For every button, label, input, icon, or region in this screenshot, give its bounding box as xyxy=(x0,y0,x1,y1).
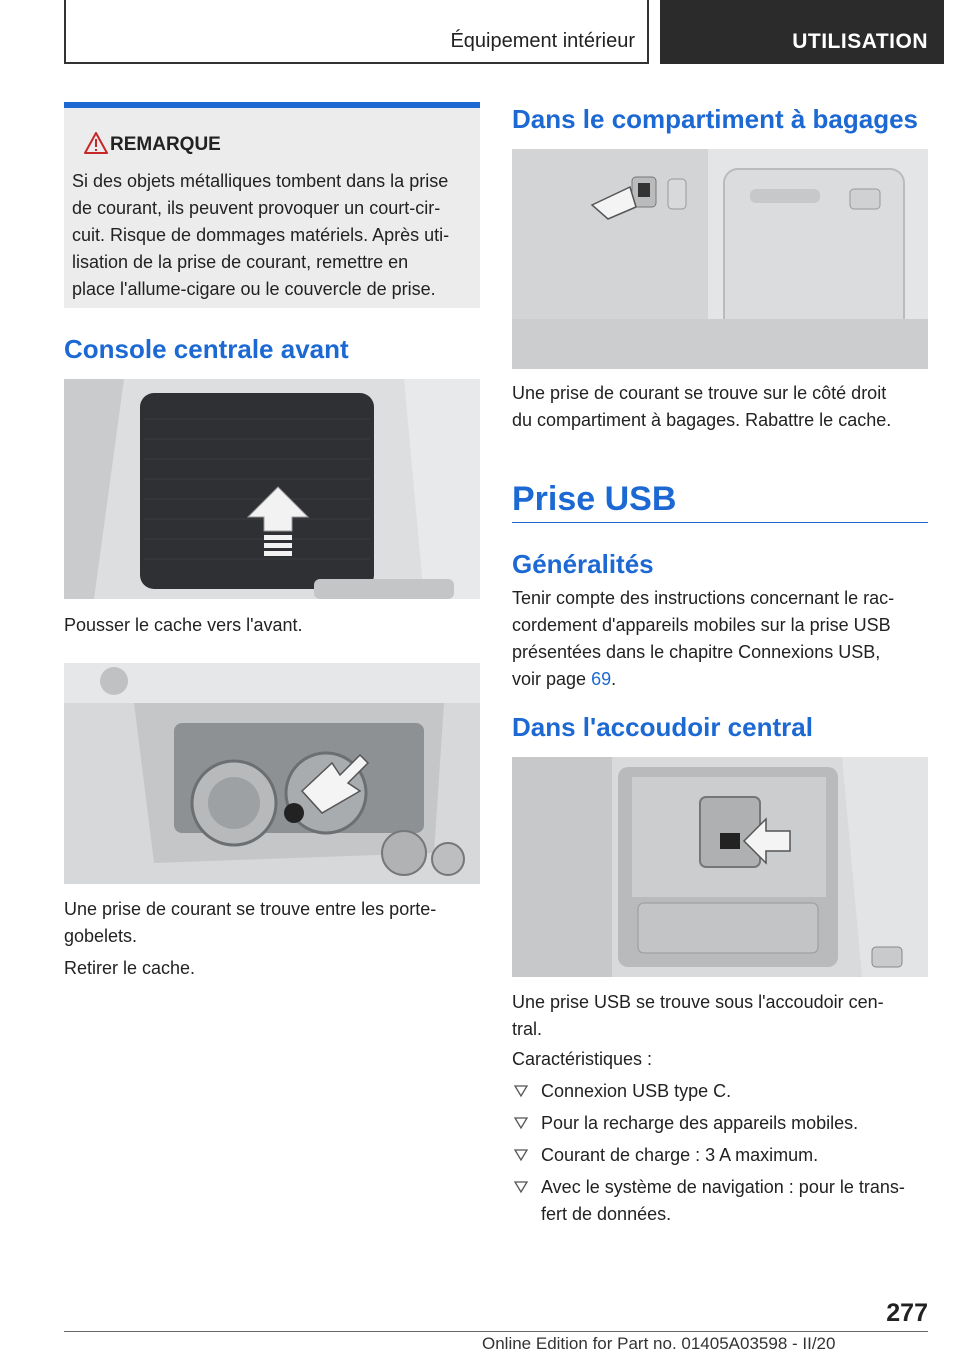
text-line: cordement d'appareils mobiles sur la prise USB xyxy=(512,615,891,635)
list-item-text: fert de données. xyxy=(541,1204,672,1224)
caption-line: Pousser le cache vers l'avant. xyxy=(64,615,303,635)
note-line: de courant, ils peuvent provoquer un court-cir‐ xyxy=(72,198,441,218)
photo-armrest-usb xyxy=(512,757,928,977)
list-item xyxy=(512,1142,932,1169)
header-chapter-tab xyxy=(660,0,944,64)
list-item xyxy=(512,1078,932,1105)
page-link-69[interactable]: 69 xyxy=(591,669,612,689)
heading-luggage: Dans le compartiment à bagages xyxy=(512,104,919,134)
note-line: place l'allume-cigare ou le couvercle de prise. xyxy=(72,279,436,299)
text-line: présentées dans le chapitre Connexions USB, xyxy=(512,642,881,662)
header-section-title: Équipement intérieur xyxy=(450,30,635,52)
note-line: Si des objets métalliques tombent dans la prise xyxy=(72,171,449,191)
text-line xyxy=(512,666,894,693)
text-line: Une prise de courant se trouve sur le côté droit xyxy=(512,383,887,403)
heading-armrest: Dans l'accoudoir central xyxy=(512,712,813,742)
features-label xyxy=(512,1046,652,1073)
caption-line: Retirer le cache. xyxy=(64,958,196,978)
armrest-text xyxy=(512,989,884,1043)
text-line: Tenir compte des instructions concernant le rac‐ xyxy=(512,588,895,608)
heading-general: Généralités xyxy=(512,549,654,579)
triangle-bullet-icon xyxy=(514,1084,528,1098)
triangle-bullet-icon xyxy=(514,1148,528,1162)
caption-push-cover xyxy=(64,612,303,639)
heading-usb-socket: Prise USB xyxy=(512,480,677,518)
footer-divider xyxy=(64,1331,928,1332)
features-list xyxy=(512,1078,932,1233)
caption-remove-cover xyxy=(64,955,195,982)
list-item-text: Connexion USB type C. xyxy=(541,1081,732,1101)
photo-luggage-socket xyxy=(512,149,928,369)
text-line: Caractéristiques : xyxy=(512,1049,653,1069)
note-title: REMARQUE xyxy=(110,134,221,155)
triangle-bullet-icon xyxy=(514,1180,528,1194)
header-section-tab xyxy=(64,0,649,64)
list-item-text: Avec le système de navigation : pour le trans‐ xyxy=(541,1177,905,1197)
photo-console-cover xyxy=(64,379,480,599)
warning-triangle-icon xyxy=(84,132,108,154)
caption-socket-between xyxy=(64,896,436,950)
list-item xyxy=(512,1174,932,1228)
page-number: 277 xyxy=(886,1299,928,1327)
heading-front-console: Console centrale avant xyxy=(64,334,349,364)
note-line: cuit. Risque de dommages matériels. Après uti‐ xyxy=(72,225,450,245)
warning-note xyxy=(64,102,480,308)
photo-cupholders xyxy=(64,663,480,884)
caption-line: gobelets. xyxy=(64,926,138,946)
text-fragment: . xyxy=(611,669,617,689)
text-line: Une prise USB se trouve sous l'accoudoir cen‐ xyxy=(512,992,884,1012)
heading-underline xyxy=(512,522,928,523)
list-item xyxy=(512,1110,932,1137)
luggage-text xyxy=(512,380,891,434)
text-line: du compartiment à bagages. Rabattre le cache. xyxy=(512,410,892,430)
text-line: tral. xyxy=(512,1019,543,1039)
text-fragment: voir page xyxy=(512,669,592,689)
footer-edition: Online Edition for Part no. 01405A03598 - II/20 xyxy=(482,1334,836,1353)
list-item-text: Pour la recharge des appareils mobiles. xyxy=(541,1113,859,1133)
note-line: lisation de la prise de courant, remettre en xyxy=(72,252,409,272)
header-chapter-title: UTILISATION xyxy=(792,30,928,53)
triangle-bullet-icon xyxy=(514,1116,528,1130)
caption-line: Une prise de courant se trouve entre les porte‐ xyxy=(64,899,437,919)
general-text xyxy=(512,585,894,693)
note-body xyxy=(72,168,474,303)
list-item-text: Courant de charge : 3 A maximum. xyxy=(541,1145,819,1165)
